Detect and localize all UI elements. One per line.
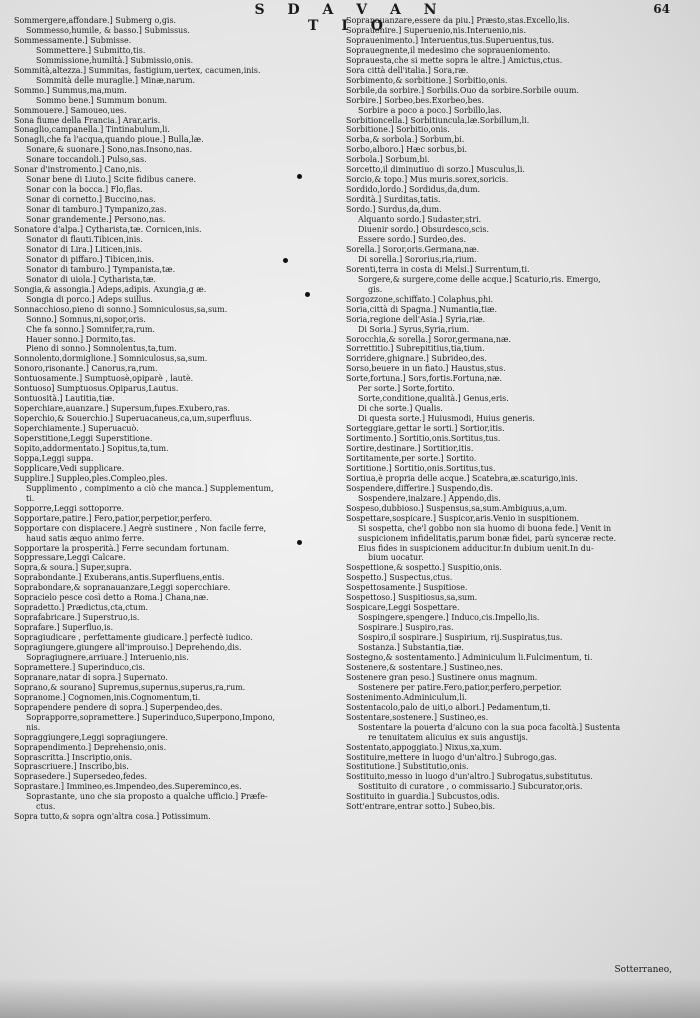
entry-line: Di Soria.] Syrus,Syria,rium. (358, 324, 470, 334)
entry-line: Sospendere,inalzare.] Appendo,dis. (358, 493, 501, 503)
entry-line: Sortimento.] Sortitio,onis.Sortitus,tus. (346, 434, 501, 444)
entry-line: Sonaglio,campanella.] Tintinabulum,li. (14, 125, 170, 135)
entry-line: Sospicare,Leggi Sospettare. (346, 603, 460, 613)
entry-line: Soprapporre,sopramettere.] Superinduco,Superpono,Impono, (26, 712, 276, 722)
entry-line: Sontuosamente.] Sumptuosè,opiparè , lautè. (14, 374, 194, 384)
entry-line: Sora città dell'italia.] Sora,ræ. (346, 65, 469, 75)
entry-line: Sonator di Lira.] Liticen,inis. (26, 244, 143, 254)
entry-line: Sommità delle muraglie.] Minæ,narum. (36, 75, 196, 85)
entry-line: Sonar bene di Liuto.] Scite fidibus canere. (26, 175, 197, 185)
entry-line: Sospirare.] Suspiro,ras. (358, 623, 454, 633)
entry-line: Soprascriuere.] Inscribo,bis. (14, 762, 129, 772)
entry-line: Sonator di tamburo.] Tympanista,tæ. (26, 264, 176, 274)
entry-line: Sopraggiungere,Leggi sopragiungere. (14, 732, 168, 742)
entry-line: Sorbire a poco a poco.] Sorbillo,las. (358, 105, 502, 115)
entry-line: Sorbitioncella.] Sorbitiuncula,læ.Sorbillum,li. (346, 115, 530, 125)
entry-line: Sorcio,& topo.] Mus muris.sorex,soricis. (346, 175, 509, 185)
catchword: Sotterraneo, (614, 965, 672, 975)
entry-line: Sorteggiare,gettar le sorti.] Sortior,itis. (346, 424, 505, 434)
entry-line: Sorenti,terra in costa di Melsi.] Surrentum,ti. (346, 264, 530, 274)
entry-line: Sospiro,il sospirare.] Suspirium, rij.Suspiratus,tus. (358, 633, 563, 643)
entry-line: Sostituire,mettere in luogo d'un'altro.] Subrogo,gas. (346, 752, 557, 762)
entry-line: Sonare,& suonare.] Sono,nas.Insono,nas. (26, 145, 193, 155)
entry-line: Soprafare.] Superfluo,is. (14, 623, 114, 633)
entry-line: Di che sorte.] Qualis. (358, 404, 443, 414)
entry-line: ctus. (36, 802, 56, 812)
entry-line: Sostenere,& sostentare.] Sustineo,nes. (346, 662, 503, 672)
entry-line: Sonnolento,dormiglione.] Somniculosus,sa,sum. (14, 354, 208, 364)
entry-line: Sorgozzone,schiffato.] Colaphus,phi. (346, 294, 494, 304)
entry-line: Sospeso,dubbioso.] Suspensus,sa,sum.Ambiguus,a,um. (346, 503, 568, 513)
entry-line: Sorridere,ghignare.] Subrideo,des. (346, 354, 487, 364)
entry-line: Sopportare con dispiacere.] Aegrè sustinere , Non facile ferre, (14, 523, 267, 533)
entry-line: Sorbile,da sorbire.] Sorbilis.Ouo da sorbire.Sorbile ouum. (346, 85, 579, 95)
entry-line: Sostituito di curatore , o commissario.] Subcurator,oris. (358, 782, 583, 792)
entry-line: Sommo bene.] Summum bonum. (36, 95, 168, 105)
entry-line: Soperstitione,Leggi Superstitione. (14, 434, 153, 444)
entry-line: Sostanza.] Substantia,tiæ. (358, 643, 464, 653)
ink-spot (305, 292, 310, 297)
entry-line: Sonar con la bocca.] Flo,flas. (26, 185, 143, 195)
entry-line: Soprapendimento.] Deprehensio,onis. (14, 742, 167, 752)
entry-line: Soperchiamente.] Superuacuò. (14, 424, 139, 434)
entry-line: Sopragiudicare , perfettamente giudicare.] perfectè iudico. (14, 633, 253, 643)
entry-line: Sostenere per patire.Fero,patior,perfero,perpetior. (358, 682, 562, 692)
entry-line: Sospendere,differire.] Suspendo,dis. (346, 483, 494, 493)
entry-line: Sostituito,messo in luogo d'un'altro.] Subrogatus,substitutus. (346, 772, 593, 782)
entry-line: Sommesso,humile, & basso.] Submissus. (26, 25, 190, 35)
entry-line: Soprauenire.] Superuenio,nis.Interuenio,nis. (346, 25, 526, 35)
entry-line: Sortire,destinare.] Sortitior,itis. (346, 443, 474, 453)
entry-line: Di sorella.] Sororius,ria,rium. (358, 254, 477, 264)
entry-line: Eius fides in suspicionem adducitur.In dubium uenit.In du- (358, 543, 594, 553)
entry-line: Sospettosamente.] Suspitiose. (346, 583, 468, 593)
entry-line: Sonnacchioso,pieno di sonno.] Somniculosus,sa,sum. (14, 304, 228, 314)
entry-line: Sopplicare,Vedi supplicare. (14, 463, 125, 473)
entry-line: Sostegno,& sostentamento.] Adminiculum li.Fulcimentum, ti. (346, 653, 593, 662)
entry-line: ti. (26, 493, 35, 503)
entry-line: bium uocatur. (368, 553, 424, 563)
entry-line: Per sorte.] Sorte,fortito. (358, 384, 455, 394)
entry-line: nis. (26, 722, 41, 732)
entry-line: Sorbitione.] Sorbitio,onis. (346, 125, 450, 135)
entry-line: Soprascritta.] Inscriptio,onis. (14, 752, 133, 762)
entry-line: Sona fiume della Francia.] Arar,aris. (14, 115, 161, 125)
entry-line: Sorrettitio.] Subrepititius,tia,tium. (346, 344, 485, 354)
entry-line: Soperchiare,auanzare.] Supersum,fupes.Exubero,ras. (14, 404, 231, 414)
entry-line: Sonator di uiola.] Cytharista,tæ. (26, 274, 156, 284)
entry-line: Sopranome.] Cognomen,inis.Cognomentum,ti. (14, 692, 201, 702)
entry-line: Sommessamente.] Submisse. (14, 35, 132, 45)
entry-line: Sonar grandemente.] Persono,nas. (26, 215, 166, 225)
entry-line: Soprauegnente,il medesimo che sopraueniomento. (346, 45, 551, 55)
entry-line: Songia,& assongia.] Adeps,adipis. Axungia,g æ. (14, 284, 207, 294)
entry-line: Si sospetta, che'l gobbo non sia huomo di buona fede.] Venit in (358, 523, 612, 533)
entry-line: Sommità,altezza.] Summitas, fastigium,uertex, cacumen,inis. (14, 65, 261, 75)
ink-spot (283, 258, 288, 263)
entry-line: Sopragiungere,giungere all'improuiso.] Deprehendo,dis. (14, 643, 242, 653)
entry-line: gis. (368, 284, 383, 294)
entry-line: Sonatore d'alpa.] Cytharista,tæ. Cornicen,inis. (14, 225, 202, 235)
entry-line: Sospetto.] Suspectus,ctus. (346, 573, 453, 583)
entry-line: Sopra,& soura.] Super,supra. (14, 563, 132, 573)
entry-line: Sopracielo pesce così detto a Roma.] Chana,næ. (14, 593, 209, 603)
entry-line: Sorella.] Soror,oris.Germana,næ. (346, 244, 480, 254)
entry-line: Sorba,& sorbola.] Sorbum,bi. (346, 135, 465, 145)
entry-line: Hauer sonno.] Dormito,tas. (26, 334, 136, 344)
entry-line: Sonar d'instromento.] Cano,nis. (14, 165, 142, 175)
entry-line: Essere sordo.] Surdeo,des. (358, 234, 466, 244)
entry-line: Sorbimento,& sorbitione.] Sorbitio,onis. (346, 75, 508, 85)
entry-line: Sommissione,humiltà.] Submissio,onis. (36, 55, 194, 65)
entry-line: Sostenere gran peso.] Sustinere onus magnum. (346, 672, 538, 682)
entry-line: Sonagli,che fa l'acqua,quando pioue.] Bulla,læ. (14, 135, 204, 145)
entry-line: Sordo.] Surdus,da,dum. (346, 205, 442, 215)
entry-line: Soprapendere pendere di sopra.] Superpendeo,des. (14, 702, 223, 712)
entry-line: Sopporre,Leggi sottoporre. (14, 503, 124, 513)
entry-line: Pieno di sonno.] Somnolentus,ta,tum. (26, 344, 177, 354)
entry-line: Sommo.] Summus,ma,mum. (14, 85, 127, 95)
entry-line: Soppa,Leggi suppa. (14, 453, 94, 463)
entry-line: Sortitamente,per sorte.] Sortito. (346, 453, 477, 463)
entry-line: Sostentare la pouerta d'alcuno con la sua poca facoltà.] Sustenta (358, 722, 621, 732)
entry-line: re tenuitatem alicuius ex suis angustijs. (368, 732, 529, 742)
entry-line: Sonator di flauti.Tibicen,inis. (26, 234, 143, 244)
entry-line: Sopragiugnere,arriuare.] Interuenio,nis. (26, 653, 189, 662)
entry-line: Di questa sorte.] Huiusmodi, Huius generis. (358, 414, 536, 424)
entry-line: haud satis æquo animo ferre. (26, 533, 145, 543)
entry-line: Alquanto sordo.] Sudaster,stri. (358, 215, 482, 225)
entry-line: Soperchio,& Souerchio.] Superuacaneus,ca,um,superfluus. (14, 414, 252, 424)
page-number: 64 (653, 2, 670, 16)
entry-line: Sorso,beuere in un fiato.] Haustus,stus. (346, 364, 506, 374)
entry-line: Sopportare,patire.] Fero,patior,perpetior,perfero. (14, 513, 213, 523)
entry-line: Sorte,conditione,qualità.] Genus,eris. (358, 394, 509, 404)
entry-line: Supplire.] Suppleo,ples.Compleo,ples. (14, 473, 168, 483)
entry-line: Sospettare,sospicare.] Suspicor,aris.Venio in suspitionem. (346, 513, 580, 523)
entry-line: Sorbire.] Sorbeo,bes.Exorbeo,bes. (346, 95, 485, 105)
right-column (346, 16, 671, 812)
entry-line: Sordido,lordo.] Sordidus,da,dum. (346, 185, 480, 195)
entry-line: Sostenimento.Adminiculum,li. (346, 692, 467, 702)
entry-line: Sonare toccandoli.] Pulso,sas. (26, 155, 147, 165)
entry-line: Sospingere,spengere.] Induco,cis.Impello,lis. (358, 613, 540, 623)
entry-line: Soprabondare,& sopranauanzare,Leggi sopercchiare. (14, 583, 231, 593)
ink-spot (297, 540, 302, 545)
entry-line: Sorbo,alboro.] Hæc sorbus,bi. (346, 145, 468, 155)
entry-line: Sostituito in guardia.] Subcustos,odis. (346, 792, 500, 802)
entry-line: Sordità.] Surditas,tatis. (346, 195, 441, 205)
entry-line: Songia di porco.] Adeps suillus. (26, 294, 153, 304)
entry-line: Soria,città di Spagna.] Numantia,tiæ. (346, 304, 498, 314)
entry-line: Sostitutione.] Substitutio,onis. (346, 762, 469, 772)
entry-line: Sontuosità.] Lautitia,tiæ. (14, 394, 115, 404)
entry-line: Sostentare,sostenere.] Sustineo,es. (346, 712, 489, 722)
page-shadow (0, 978, 700, 1018)
entry-line: Soprabondante.] Exuberans,antis.Superfluens,entis. (14, 573, 225, 583)
entry-line: Sorcetto,il diminutiuo di sorzo.] Musculus,li. (346, 165, 525, 175)
entry-line: Sortitione.] Sortitio,onis.Sortitus,tus. (346, 463, 496, 473)
entry-line: Soprano,& sourano] Supremus,supernus,superus,ra,rum. (14, 682, 246, 692)
entry-line: Sommouere.] Samoueo,ues. (14, 105, 127, 115)
entry-line: Sospettoso.] Suspitiosus,sa,sum. (346, 593, 478, 603)
entry-line: Soprasedere.] Supersedeo,fedes. (14, 772, 147, 782)
entry-line: Sorocchia,& sorella.] Soror,germana,næ. (346, 334, 512, 344)
entry-line: Sonar di tamburo.] Tympanizo,zas. (26, 205, 167, 215)
entry-line: Sott'entrare,entrar sotto.] Subeo,bis. (346, 802, 496, 812)
entry-line: Sopranauanzare,essere da piu.] Præsto,stas.Excello,lis. (346, 16, 570, 25)
entry-line: Sonator di piffaro.] Tibicen,inis. (26, 254, 155, 264)
entry-line: Sopramettere.] Superinduco,cis. (14, 662, 146, 672)
entry-line: Diuenir sordo.] Obsurdesco,scis. (358, 225, 490, 235)
entry-line: Sopito,addormentato.] Sopitus,ta,tum. (14, 443, 169, 453)
entry-line: Supplimento , compimento a ciò che manca.] Supplementum, (26, 483, 274, 493)
entry-line: Sopranare,natar di sopra.] Supernato. (14, 672, 168, 682)
entry-line: Soprauesta,che si mette sopra le altre.] Amictus,ctus. (346, 55, 563, 65)
entry-line: Sonno.] Somnus,ni,sopor,oris. (26, 314, 146, 324)
entry-line: Sortiua,è propria delle acque.] Scatebra,æ.scaturigo,inis. (346, 473, 578, 483)
entry-line: Soprafabricare.] Superstruo,is. (14, 613, 140, 623)
entry-line: Sorbola.] Sorbum,bi. (346, 155, 430, 165)
entry-line: Sommergere,affondare.] Submerg o,gis. (14, 16, 177, 25)
left-column (14, 16, 339, 822)
entry-line: Che fa sonno.] Somnifer,ra,rum. (26, 324, 155, 334)
entry-line: Sospettione,& sospetto.] Suspitio,onis. (346, 563, 502, 573)
entry-line: Sorte,fortuna.] Sors,fortis.Fortuna,næ. (346, 374, 503, 384)
entry-line: Sopradetto.] Prædictus,cta,ctum. (14, 603, 149, 613)
entry-line: Sontuoso] Sumptuosus.Opiparus,Lautus. (14, 384, 179, 394)
entry-line: Sommettere.] Submitto,tis. (36, 45, 146, 55)
running-title: S D A V A N T I O (254, 2, 446, 34)
entry-line: Sopportare la prosperità.] Ferre secundam fortunam. (14, 543, 230, 553)
entry-line: Sonar di cornetto.] Buccino,nas. (26, 195, 156, 205)
entry-line: Soprauenimento.] Interuentus,tus.Superuentus,tus. (346, 35, 555, 45)
entry-line: suspicionem infidelitatis,parum bonæ fidei, parù synceræ recte. (358, 533, 617, 543)
entry-line: Sopra tutto,& sopra ogn'altra cosa.] Potissimum. (14, 812, 211, 822)
entry-line: Sostentato,appoggiato.] Nixus,xa,xum. (346, 742, 502, 752)
entry-line: Sonoro,risonante.] Canorus,ra,rum. (14, 364, 158, 374)
entry-line: Sostentacolo,palo de uiti,o albori.] Pedamentum,ti. (346, 702, 551, 712)
entry-line: Soria,regione dell'Asia.] Syria,riæ. (346, 314, 486, 324)
entry-line: Soprastante, uno che sia proposto a qualche ufficio.] Præfe- (26, 792, 268, 802)
entry-line: Sorgere,& surgere,come delle acque.] Scaturio,ris. Emergo, (358, 274, 601, 284)
entry-line: Soprastare.] Immineo,es.Impendeo,des.Supereminco,es. (14, 782, 242, 792)
ink-spot (297, 174, 302, 179)
entry-line: Soppressare,Leggi Calcare. (14, 553, 126, 563)
